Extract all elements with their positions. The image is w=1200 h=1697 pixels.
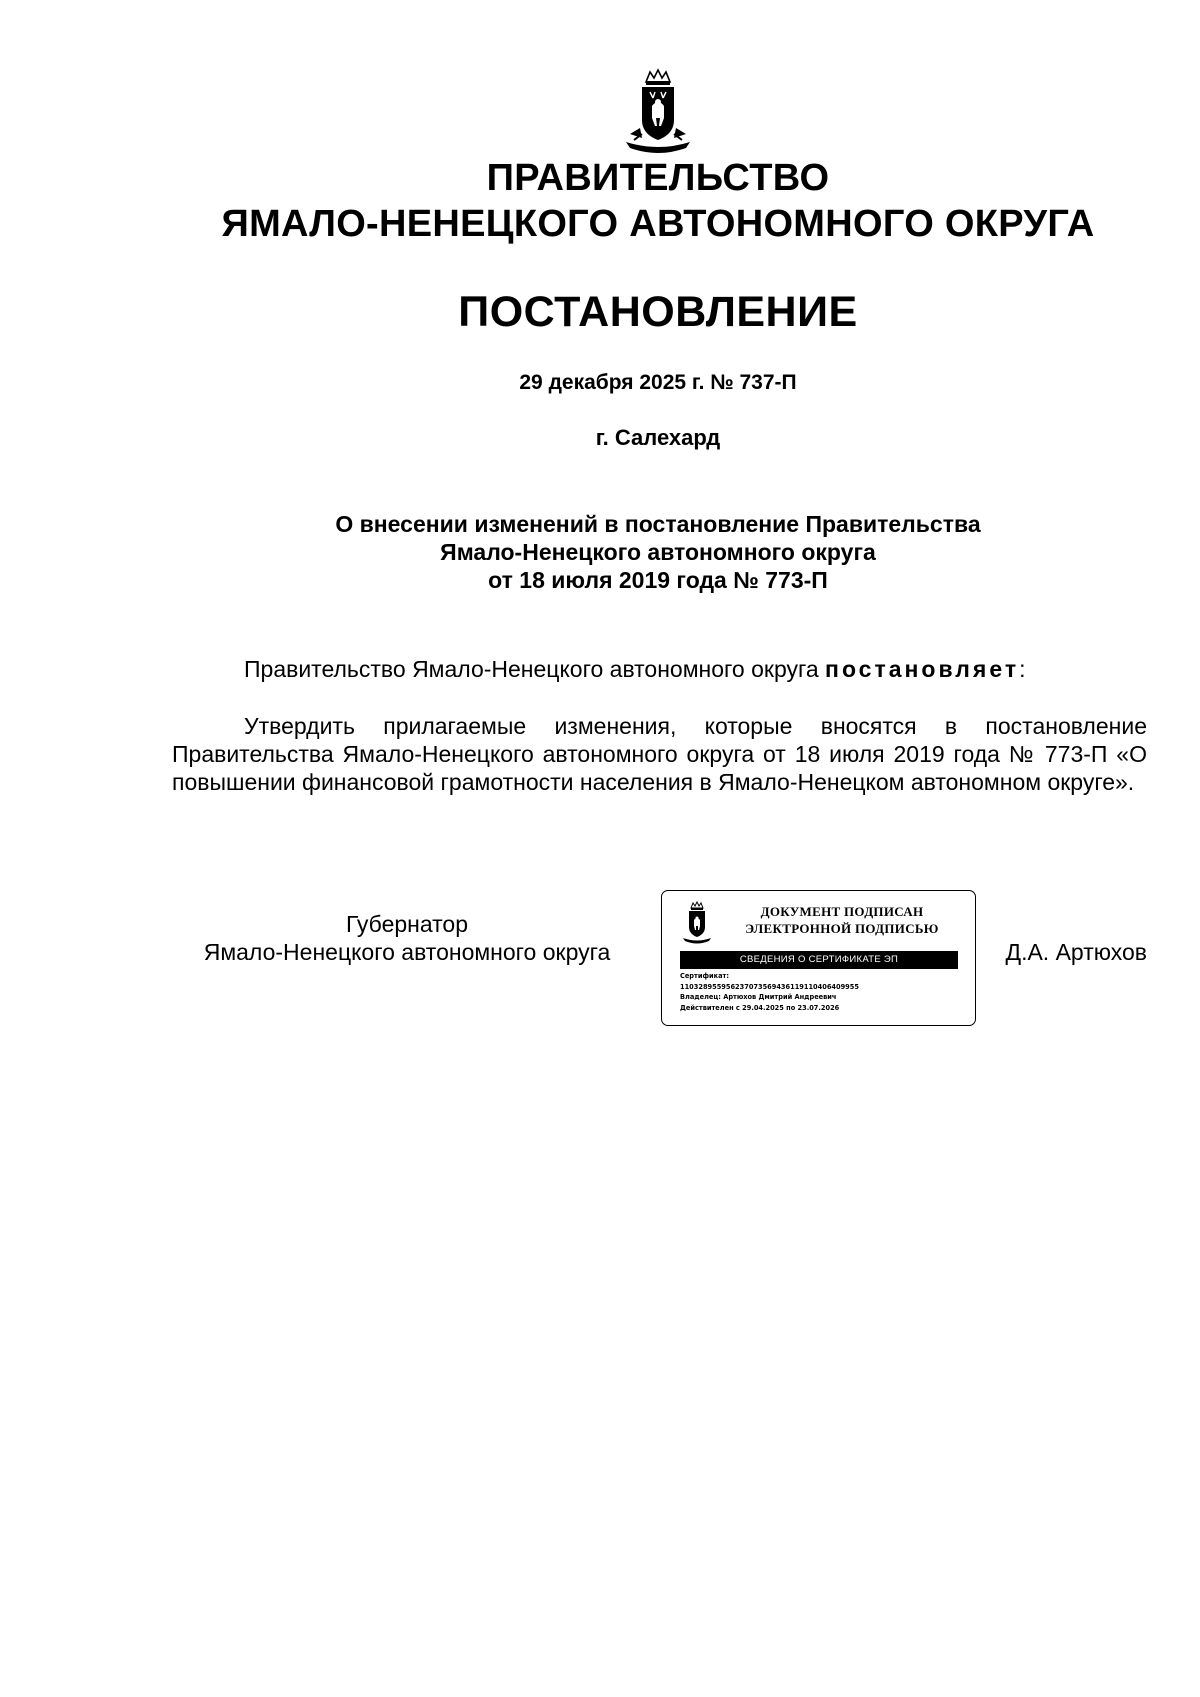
government-title: ПРАВИТЕЛЬСТВО — [486, 157, 830, 199]
intro-keyword: постановляет — [825, 656, 1020, 682]
certificate-label: Сертификат: — [680, 972, 730, 980]
electronic-signature-stamp — [661, 890, 976, 1026]
signatory-name: Д.А. Артюхов — [1005, 939, 1147, 965]
body-paragraph: Утвердить прилагаемые изменения, которые вносятся в постановление Правительства Ямало-Ненецкого автономного округа от 18 июля 2019 года № 773-П «О повышении финансовой грамотности населения в Ямало-Ненецком автономном округе». — [172, 713, 1147, 795]
stamp-heading-line: ЭЛЕКТРОННОЙ ПОДПИСЬЮ — [745, 921, 939, 936]
certificate-owner: Владелец: Артюхов Дмитрий Андреевич — [680, 993, 837, 1001]
signatory-title-line: Ямало-Ненецкого автономного округа — [203, 939, 611, 965]
document-subject — [0, 510, 1200, 594]
signatory-title-line: Губернатор — [345, 911, 469, 937]
signatory-title — [172, 910, 642, 966]
subject-line: от 18 июля 2019 года № 773-П — [488, 567, 828, 593]
document-type: ПОСТАНОВЛЕНИЕ — [458, 288, 858, 336]
subject-line: Ямало-Ненецкого автономного округа — [440, 539, 876, 565]
certificate-number: 110328955956237073569436119110406409955 — [680, 982, 859, 991]
document-city: г. Салехард — [595, 425, 721, 450]
government-region-title: ЯМАЛО-НЕНЕЦКОГО АВТОНОМНОГО ОКРУГА — [221, 203, 1095, 245]
certificate-info-bar: СВЕДЕНИЯ О СЕРТИФИКАТЕ ЭП — [680, 951, 958, 969]
intro-text: Правительство Ямало-Ненецкого автономного округа — [244, 656, 826, 682]
intro-suffix: : — [1019, 656, 1026, 682]
intro-paragraph — [172, 655, 1147, 683]
coat-of-arms-icon — [680, 901, 714, 945]
stamp-heading — [722, 903, 962, 937]
certificate-validity: Действителен с 29.04.2025 по 23.07.2026 — [680, 1003, 840, 1012]
subject-line: О внесении изменений в постановление Правительства — [335, 511, 981, 537]
document-date-number: 29 декабря 2025 г. № 737-П — [519, 371, 797, 394]
coat-of-arms-icon — [620, 68, 696, 154]
stamp-heading-line: ДОКУМЕНТ ПОДПИСАН — [760, 904, 924, 919]
certificate-details — [680, 971, 965, 1013]
